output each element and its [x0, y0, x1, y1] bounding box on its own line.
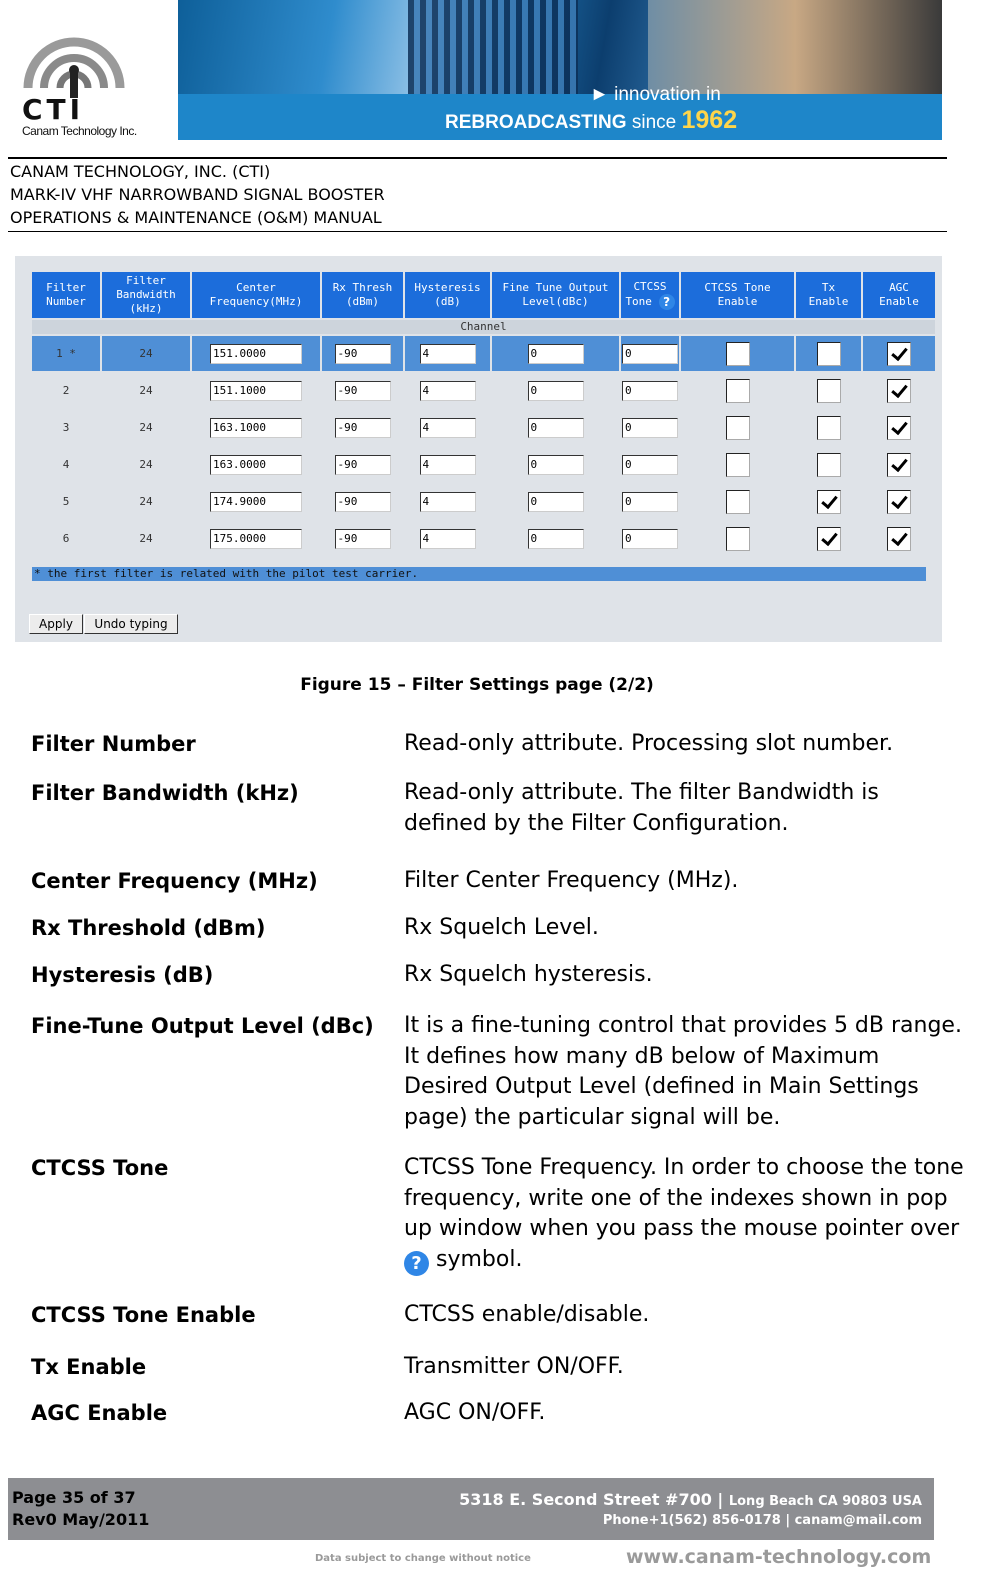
agc-enable-checkbox[interactable]: [887, 379, 911, 403]
building-image: [408, 0, 578, 96]
ctcss-enable-checkbox[interactable]: [726, 416, 750, 440]
col-filter-number: Filter Number: [32, 272, 100, 318]
filter-bandwidth: 24: [139, 532, 153, 545]
center-frequency-input[interactable]: 175.0000: [210, 529, 302, 549]
tx-enable-cell: [796, 410, 861, 445]
center-frequency-input[interactable]: 151.1000: [210, 381, 302, 401]
ctcss-tone-input[interactable]: 0: [622, 381, 678, 401]
ctcss-enable-checkbox[interactable]: [726, 379, 750, 403]
table-row: [32, 447, 935, 482]
term-ctcss-tone: CTCSS Tone: [31, 1156, 169, 1180]
change-notice: Data subject to change without notice: [315, 1553, 531, 1564]
rx-thresh-input[interactable]: -90: [335, 381, 391, 401]
company-address: [459, 1490, 922, 1530]
filter-number: 3: [62, 421, 70, 434]
help-icon: ?: [404, 1251, 429, 1276]
fine-tune-input[interactable]: 0: [528, 529, 584, 549]
term-center-frequency: Center Frequency (MHz): [31, 869, 318, 893]
ctcss-cell: [621, 484, 679, 519]
col-ctcss-tone: CTCSS Tone ?: [621, 272, 679, 318]
filter-number-cell: [32, 521, 100, 556]
desc-ctcss-enable: CTCSS enable/disable.: [404, 1302, 650, 1327]
bandwidth-cell: [102, 336, 190, 371]
fine-cell: [492, 410, 619, 445]
center-cell: [192, 447, 320, 482]
agc-enable-checkbox[interactable]: [887, 342, 911, 366]
fine-tune-input[interactable]: 0: [528, 492, 584, 512]
center-frequency-input[interactable]: 174.9000: [210, 492, 302, 512]
filter-bandwidth: 24: [139, 421, 153, 434]
filter-settings-screenshot: [15, 256, 942, 642]
filter-bandwidth: 24: [139, 384, 153, 397]
hysteresis-input[interactable]: 4: [420, 529, 476, 549]
rx-thresh-input[interactable]: -90: [335, 492, 391, 512]
col-agc-enable: AGC Enable: [863, 272, 935, 318]
term-hysteresis: Hysteresis (dB): [31, 963, 214, 987]
city-address: Long Beach CA 90803 USA: [728, 1494, 922, 1509]
ctcss-enable-cell: [681, 336, 794, 371]
ctcss-enable-cell: [681, 447, 794, 482]
ctcss-tone-input[interactable]: 0: [622, 529, 678, 549]
ctcss-cell: [621, 410, 679, 445]
desc-ctcss-tone: CTCSS Tone Frequency. In order to choose the tone frequency, write one of the indexes shown in pop up window when you pass the mouse pointer over ? symbol.: [404, 1155, 964, 1274]
logo-antenna-icon: [18, 28, 130, 98]
ctcss-cell: [621, 521, 679, 556]
center-frequency-input[interactable]: 151.0000: [210, 344, 302, 364]
revision: Rev0 May/2011: [12, 1510, 150, 1529]
desc-filter-bandwidth: Read-only attribute. The filter Bandwidth is defined by the Filter Configuration.: [404, 780, 879, 836]
desc-filter-number: Read-only attribute. Processing slot number.: [404, 731, 894, 756]
ctcss-enable-checkbox[interactable]: [726, 527, 750, 551]
fine-cell: [492, 336, 619, 371]
fine-tune-input[interactable]: 0: [528, 344, 584, 364]
col-ctcss-enable: CTCSS Tone Enable: [681, 272, 794, 318]
apply-button[interactable]: Apply: [29, 614, 83, 634]
tx-enable-checkbox[interactable]: [817, 342, 841, 366]
center-cell: [192, 373, 320, 408]
tx-enable-cell: [796, 484, 861, 519]
tx-enable-checkbox[interactable]: [817, 490, 841, 514]
bandwidth-cell: [102, 521, 190, 556]
table-row: [32, 521, 935, 556]
hyst-cell: [405, 336, 490, 371]
fine-cell: [492, 373, 619, 408]
hyst-cell: [405, 447, 490, 482]
hyst-cell: [405, 484, 490, 519]
table-row: [32, 336, 935, 371]
filter-settings-table: [30, 270, 937, 558]
rx-thresh-input[interactable]: -90: [335, 344, 391, 364]
ctcss-cell: [621, 336, 679, 371]
agc-enable-cell: [863, 521, 935, 556]
header-rule-bottom: [8, 231, 947, 232]
page-number: Page 35 of 37: [12, 1488, 136, 1507]
term-rx-threshold: Rx Threshold (dBm): [31, 916, 266, 940]
center-frequency-input[interactable]: 163.0000: [210, 455, 302, 475]
tx-enable-checkbox[interactable]: [817, 416, 841, 440]
agc-enable-cell: [863, 410, 935, 445]
col-filter-bandwidth: Filter Bandwidth (kHz): [102, 272, 190, 318]
tagline-line-1: ► innovation in: [590, 84, 721, 105]
term-tx-enable: Tx Enable: [31, 1355, 147, 1379]
table-header-row: [32, 272, 935, 318]
hysteresis-input[interactable]: 4: [420, 492, 476, 512]
col-fine-tune: Fine Tune Output Level(dBc): [492, 272, 619, 318]
tx-enable-cell: [796, 521, 861, 556]
tx-enable-checkbox[interactable]: [817, 527, 841, 551]
channel-label: Channel: [32, 320, 935, 334]
hyst-cell: [405, 373, 490, 408]
col-hysteresis: Hysteresis (dB): [405, 272, 490, 318]
col-tx-enable: Tx Enable: [796, 272, 861, 318]
ctcss-enable-cell: [681, 484, 794, 519]
manual-title: OPERATIONS & MAINTENANCE (O&M) MANUAL: [10, 208, 382, 227]
desc-hysteresis: Rx Squelch hysteresis.: [404, 962, 653, 987]
hyst-cell: [405, 410, 490, 445]
term-ctcss-enable: CTCSS Tone Enable: [31, 1303, 256, 1327]
bandwidth-cell: [102, 484, 190, 519]
header-rule: [8, 157, 947, 159]
rx-cell: [322, 410, 403, 445]
rx-cell: [322, 484, 403, 519]
agc-enable-cell: [863, 373, 935, 408]
ctcss-enable-checkbox[interactable]: [726, 453, 750, 477]
ctcss-cell: [621, 447, 679, 482]
agc-enable-checkbox[interactable]: [887, 416, 911, 440]
ctcss-cell: [621, 373, 679, 408]
rx-cell: [322, 521, 403, 556]
tx-enable-checkbox[interactable]: [817, 379, 841, 403]
filter-number-cell: [32, 336, 100, 371]
table-row: [32, 484, 935, 519]
filter-number: 5: [62, 495, 70, 508]
filter-number-cell: [32, 410, 100, 445]
ctcss-enable-checkbox[interactable]: [726, 490, 750, 514]
tagline-line-2: REBROADCASTING since 1962: [445, 106, 738, 134]
agc-enable-checkbox[interactable]: [887, 527, 911, 551]
desc-rx-threshold: Rx Squelch Level.: [404, 915, 599, 940]
tx-enable-cell: [796, 336, 861, 371]
fine-tune-input[interactable]: 0: [528, 418, 584, 438]
filter-bandwidth: 24: [139, 495, 153, 508]
rx-thresh-input[interactable]: -90: [335, 455, 391, 475]
filter-number: 6: [62, 532, 70, 545]
hysteresis-input[interactable]: 4: [420, 381, 476, 401]
channel-group-row: [32, 320, 935, 334]
bandwidth-cell: [102, 373, 190, 408]
company-logo: [0, 0, 178, 140]
pilot-note: * the first filter is related with the pilot test carrier.: [32, 567, 926, 581]
street-address: 5318 E. Second Street #700 |: [459, 1490, 724, 1509]
agc-enable-checkbox[interactable]: [887, 453, 911, 477]
tx-enable-cell: [796, 447, 861, 482]
desc-agc-enable: AGC ON/OFF.: [404, 1400, 546, 1425]
page-info: [12, 1487, 149, 1531]
website-link[interactable]: www.canam-technology.com: [626, 1546, 932, 1568]
product-name: MARK-IV VHF NARROWBAND SIGNAL BOOSTER: [10, 185, 385, 204]
agc-enable-cell: [863, 484, 935, 519]
table-row: [32, 373, 935, 408]
fine-cell: [492, 521, 619, 556]
table-row: [32, 410, 935, 445]
term-agc-enable: AGC Enable: [31, 1401, 168, 1425]
tx-enable-checkbox[interactable]: [817, 453, 841, 477]
header-banner: [0, 0, 942, 140]
term-filter-bandwidth: Filter Bandwidth (kHz): [31, 781, 299, 805]
filter-number: 1 *: [56, 347, 76, 360]
filter-bandwidth: 24: [139, 347, 153, 360]
filter-number-cell: [32, 484, 100, 519]
desc-fine-tune: It is a fine-tuning control that provides 5 dB range. It defines how many dB below of Maximum Desired Output Level (defined in Main Settings page) the particular signal will be.: [404, 1013, 962, 1130]
bandwidth-cell: [102, 410, 190, 445]
hysteresis-input[interactable]: 4: [420, 418, 476, 438]
term-filter-number: Filter Number: [31, 732, 196, 756]
filter-number: 2: [62, 384, 70, 397]
rx-cell: [322, 373, 403, 408]
col-center-frequency: Center Frequency(MHz): [192, 272, 320, 318]
hysteresis-input[interactable]: 4: [420, 344, 476, 364]
ctcss-tone-input[interactable]: 0: [622, 492, 678, 512]
contact-phone-email: Phone+1(562) 856-0178 | canam@mail.com: [602, 1513, 922, 1528]
desc-center-frequency: Filter Center Frequency (MHz).: [404, 868, 739, 893]
technician-image: [648, 0, 942, 96]
undo-typing-button[interactable]: Undo typing: [84, 614, 178, 634]
page-footer: [8, 1478, 934, 1540]
center-frequency-input[interactable]: 163.1000: [210, 418, 302, 438]
fine-cell: [492, 484, 619, 519]
hyst-cell: [405, 521, 490, 556]
ctcss-enable-checkbox[interactable]: [726, 342, 750, 366]
ctcss-enable-cell: [681, 521, 794, 556]
center-cell: [192, 410, 320, 445]
desc-tx-enable: Transmitter ON/OFF.: [404, 1354, 624, 1379]
ctcss-enable-cell: [681, 373, 794, 408]
ctcss-tone-input[interactable]: 0: [622, 418, 678, 438]
center-cell: [192, 521, 320, 556]
company-name: CANAM TECHNOLOGY, INC. (CTI): [10, 162, 271, 181]
rx-cell: [322, 336, 403, 371]
ctcss-enable-cell: [681, 410, 794, 445]
hysteresis-input[interactable]: 4: [420, 455, 476, 475]
rx-thresh-input[interactable]: -90: [335, 418, 391, 438]
col-rx-thresh: Rx Thresh (dBm): [322, 272, 403, 318]
ctcss-tone-input[interactable]: 0: [622, 344, 678, 364]
agc-enable-cell: [863, 336, 935, 371]
filter-number: 4: [62, 458, 70, 471]
logo-subtext: Canam Technology Inc.: [22, 124, 137, 138]
bandwidth-cell: [102, 447, 190, 482]
agc-enable-cell: [863, 447, 935, 482]
agc-enable-checkbox[interactable]: [887, 490, 911, 514]
tx-enable-cell: [796, 373, 861, 408]
help-icon[interactable]: ?: [659, 294, 675, 310]
rx-thresh-input[interactable]: -90: [335, 529, 391, 549]
center-cell: [192, 484, 320, 519]
fine-tune-input[interactable]: 0: [528, 381, 584, 401]
figure-caption: Figure 15 – Filter Settings page (2/2): [300, 675, 654, 695]
fine-tune-input[interactable]: 0: [528, 455, 584, 475]
fine-cell: [492, 447, 619, 482]
filter-bandwidth: 24: [139, 458, 153, 471]
term-fine-tune: Fine-Tune Output Level (dBc): [31, 1014, 374, 1038]
center-cell: [192, 336, 320, 371]
logo-wordmark: CTI: [22, 93, 85, 126]
filter-number-cell: [32, 373, 100, 408]
rx-cell: [322, 447, 403, 482]
ctcss-tone-input[interactable]: 0: [622, 455, 678, 475]
filter-number-cell: [32, 447, 100, 482]
